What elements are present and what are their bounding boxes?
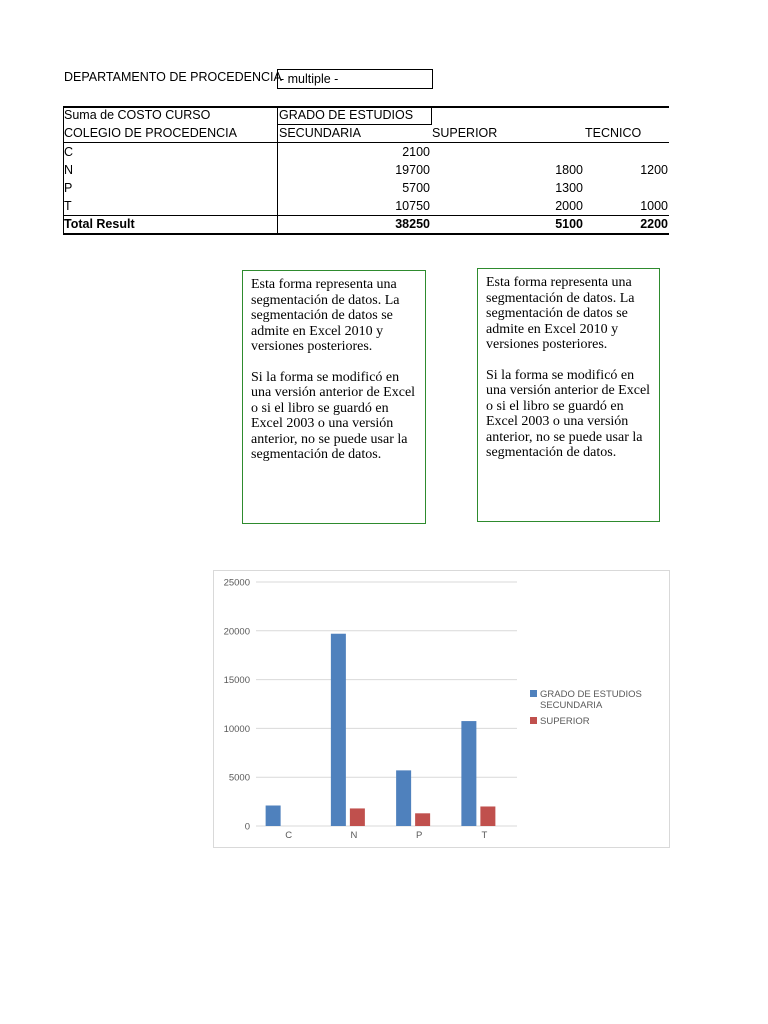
pivot-cell	[432, 143, 583, 161]
pivot-total-cell: 38250	[395, 217, 430, 231]
y-tick-label: 5000	[228, 772, 250, 784]
slicer-placeholder[interactable]	[477, 268, 660, 522]
y-tick-label: 0	[244, 821, 250, 833]
legend-swatch	[530, 717, 537, 724]
pivot-column-field[interactable]: GRADO DE ESTUDIOS	[279, 108, 414, 122]
filter-label: DEPARTAMENTO DE PROCEDENCIA	[64, 70, 282, 84]
pivot-cell: 2000	[555, 199, 583, 213]
x-tick-label: P	[415, 830, 423, 841]
legend-label: SUPERIOR	[540, 716, 590, 727]
pivot-cell: 1200	[640, 163, 668, 177]
pivot-row-field[interactable]: COLEGIO DE PROCEDENCIA	[64, 126, 237, 140]
pivot-row-label: P	[64, 181, 73, 195]
y-tick-label: 15000	[223, 675, 250, 687]
pivot-data-field: Suma de COSTO CURSO	[64, 108, 211, 122]
pivot-cell	[585, 179, 668, 197]
chart-bar	[350, 808, 365, 826]
slicer-note-text: Esta forma representa una segmentación de datos. La segmentación de datos se admite en Excel 2010 y versiones posteriores.	[251, 277, 400, 354]
filter-dropdown[interactable]: - multiple -	[277, 69, 433, 89]
pivot-cell: 5700	[402, 181, 430, 195]
pivot-cell: 2100	[402, 145, 430, 159]
pivot-total-label: Total Result	[64, 217, 135, 231]
pivot-cell: 19700	[395, 163, 430, 177]
pivot-cell: 1000	[640, 199, 668, 213]
pivot-col-header: TECNICO	[585, 126, 642, 140]
pivot-total-cell: 2200	[640, 217, 668, 231]
slicer-note-text: Si la forma se modificó en una versión anterior de Excel o si el libro se guardó en Excel 2003 o una versión anterior, no se puede usar la segmentación de datos.	[251, 369, 416, 462]
pivot-row-label: N	[64, 163, 74, 177]
slicer-note-text: Si la forma se modificó en una versión anterior de Excel o si el libro se guardó en Excel 2003 o una versión anterior, no se puede usar la segmentación de datos.	[486, 367, 651, 460]
pivot-cell: 1300	[555, 181, 583, 195]
y-tick-label: 10000	[223, 723, 250, 735]
chart-canvas	[214, 571, 669, 847]
y-tick-label: 20000	[223, 626, 250, 638]
pivot-row-label: C	[64, 145, 74, 159]
chart-bar	[480, 806, 495, 826]
y-tick-label: 25000	[223, 577, 250, 589]
x-tick-label: N	[350, 830, 358, 841]
bar-chart[interactable]	[213, 570, 670, 848]
chart-bar	[415, 813, 430, 826]
chart-bar	[331, 634, 346, 826]
pivot-cell: 10750	[395, 199, 430, 213]
pivot-table	[63, 106, 669, 238]
slicer-placeholder[interactable]	[242, 270, 426, 524]
pivot-row-label: T	[64, 199, 72, 213]
pivot-col-header: SUPERIOR	[432, 126, 498, 140]
chart-bar	[396, 770, 411, 826]
x-tick-label: T	[481, 830, 488, 841]
legend-label: SECUNDARIA	[540, 700, 603, 711]
chart-bar	[266, 806, 281, 826]
pivot-col-header: SECUNDARIA	[279, 126, 361, 140]
pivot-cell: 1800	[555, 163, 583, 177]
slicer-note-text: Esta forma representa una segmentación de datos. La segmentación de datos se admite en Excel 2010 y versiones posteriores.	[486, 275, 635, 352]
x-tick-label: C	[285, 830, 293, 841]
pivot-total-cell: 5100	[555, 217, 583, 231]
chart-bar	[461, 721, 476, 826]
legend-label: GRADO DE ESTUDIOS	[540, 689, 642, 700]
pivot-cell	[585, 143, 668, 161]
legend-swatch	[530, 690, 537, 697]
